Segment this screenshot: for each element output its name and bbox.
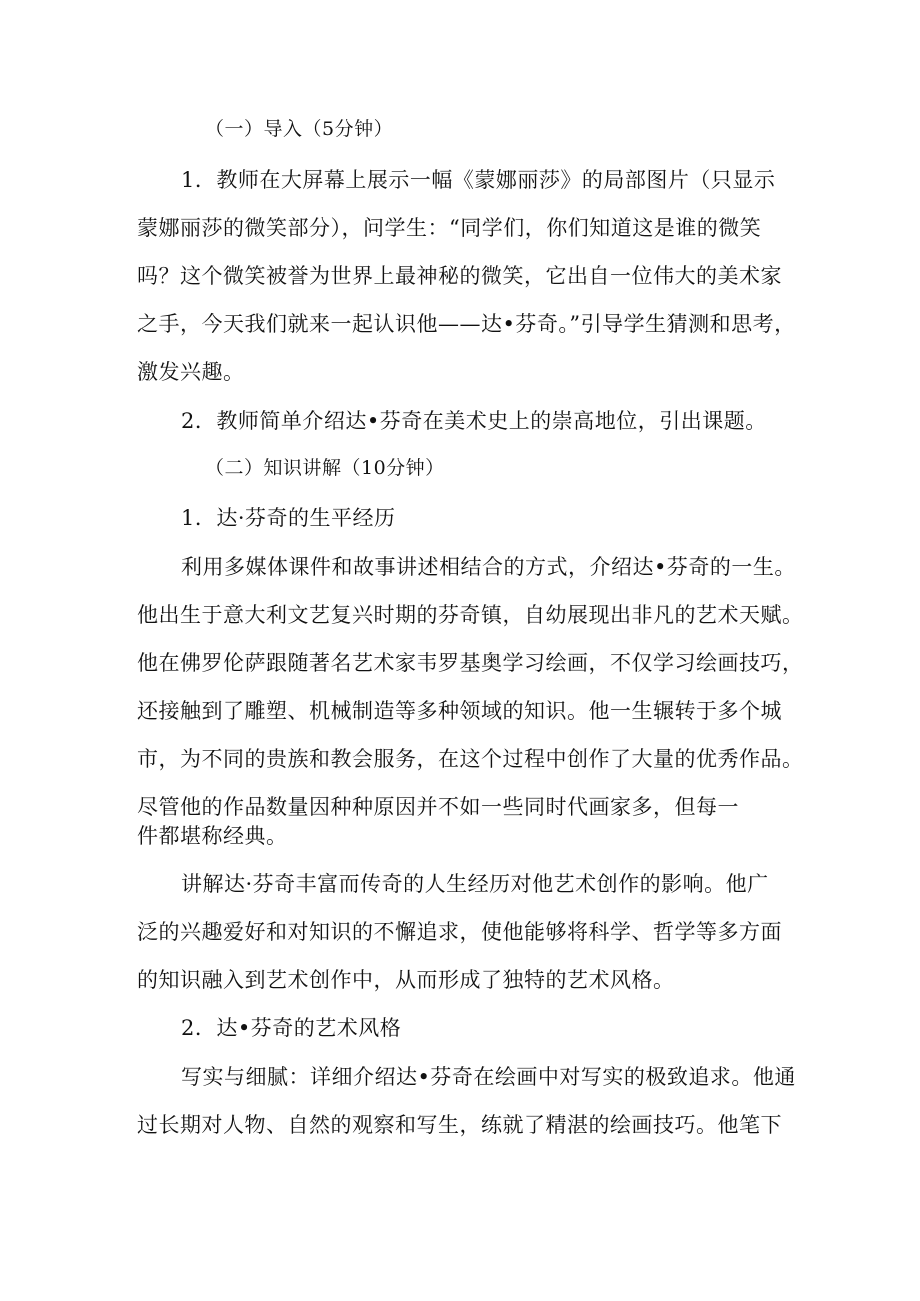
paragraph-line: 他在佛罗伦萨跟随著名艺术家韦罗基奥学习绘画，不仅学习绘画技巧， <box>137 651 804 675</box>
paragraph-line: 的知识融入到艺术创作中，从而形成了独特的艺术风格。 <box>137 968 675 992</box>
paragraph-line: 过长期对人物、自然的观察和写生，练就了精湛的绘画技巧。他笔下 <box>137 1113 782 1137</box>
subheading-biography: 1．达·芬奇的生平经历 <box>181 506 396 530</box>
paragraph-line: 吗？这个微笑被誉为世界上最神秘的微笑，它出自一位伟大的美术家 <box>137 264 782 288</box>
paragraph-line: 讲解达·芬奇丰富而传奇的人生经历对他艺术创作的影响。他广 <box>181 872 769 896</box>
paragraph-line: 之手，今天我们就来一起认识他——达•芬奇。”引导学生猜测和思考， <box>137 312 796 336</box>
paragraph-line: 写实与细腻：详细介绍达•芬奇在绘画中对写实的极致追求。他通 <box>181 1065 796 1089</box>
paragraph-line: 市，为不同的贵族和教会服务，在这个过程中创作了大量的优秀作品。 <box>137 747 804 771</box>
paragraph-line: 2．教师简单介绍达•芬奇在美术史上的崇高地位，引出课题。 <box>181 409 767 433</box>
subheading-art-style: 2．达•芬奇的艺术风格 <box>181 1016 402 1040</box>
paragraph-line: 激发兴趣。 <box>137 360 245 384</box>
paragraph-line: 1．教师在大屏幕上展示一幅《蒙娜丽莎》的局部图片（只显示 <box>181 168 776 192</box>
paragraph-line: 还接触到了雕塑、机械制造等多种领域的知识。他一生辗转于多个城 <box>137 699 782 723</box>
paragraph-line: 他出生于意大利文艺复兴时期的芬奇镇，自幼展现出非凡的艺术天赋。 <box>137 603 804 627</box>
paragraph-line: 泛的兴趣爱好和对知识的不懈追求，使他能够将科学、哲学等多方面 <box>137 920 782 944</box>
paragraph-line: 利用多媒体课件和故事讲述相结合的方式，介绍达•芬奇的一生。 <box>181 555 796 579</box>
paragraph-line: 蒙娜丽莎的微笑部分），问学生：“同学们，你们知道这是谁的微笑 <box>137 216 762 240</box>
section-heading-knowledge: （二）知识讲解（10分钟） <box>205 457 445 479</box>
section-heading-intro: （一）导入（5分钟） <box>205 118 394 140</box>
paragraph-line: 件都堪称经典。 <box>137 824 288 848</box>
paragraph-line: 尽管他的作品数量因种种原因并不如一些同时代画家多，但每一 <box>137 795 739 819</box>
